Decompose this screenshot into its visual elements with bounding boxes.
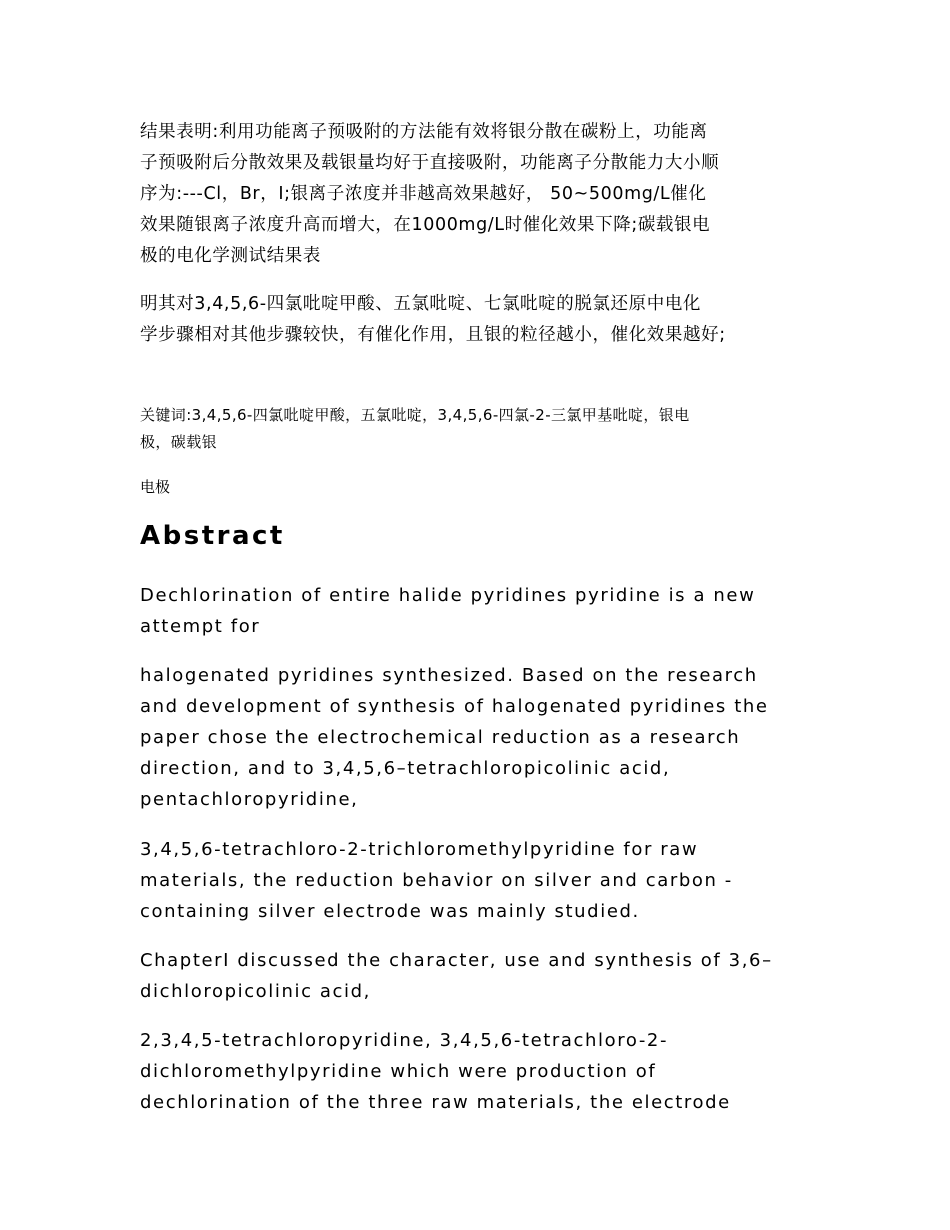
text-line: 关键词:3,4,5,6-四氯吡啶甲酸，五氯吡啶，3,4,5,6-四氯-2-三氯甲基吡啶，银电: [140, 406, 690, 424]
text-line: paper chose the electrochemical reduction as a research: [140, 727, 741, 748]
abstract-paragraph-2: [140, 660, 830, 815]
text-line: 2,3,4,5-tetrachloropyridine, 3,4,5,6-tetrachloro-2-: [140, 1030, 669, 1051]
keywords-continuation: [140, 474, 170, 501]
text-line: 极的电化学测试结果表: [140, 246, 321, 266]
abstract-heading: Abstract: [140, 521, 285, 551]
results-paragraph: [140, 117, 830, 272]
text-line: attempt for: [140, 616, 261, 637]
abstract-paragraph-4: [140, 945, 830, 1007]
text-line: pentachloropyridine,: [140, 789, 359, 810]
text-line: 3,4,5,6-tetrachloro-2-trichloromethylpyridine for raw: [140, 839, 699, 860]
text-line: 序为:---Cl，Br，I;银离子浓度并非越高效果越好， 50~500mg/L催化: [140, 184, 707, 204]
abstract-paragraph-1: [140, 580, 830, 642]
text-line: 学步骤相对其他步骤较快，有催化作用，且银的粒径越小，催化效果越好;: [140, 325, 726, 345]
keywords-paragraph: [140, 402, 830, 456]
text-line: 结果表明:利用功能离子预吸附的方法能有效将银分散在碳粉上，功能离: [140, 122, 708, 142]
abstract-paragraph-5: [140, 1025, 830, 1118]
abstract-paragraph-3: [140, 834, 830, 927]
text-line: direction, and to 3,4,5,6–tetrachloropicolinic acid,: [140, 758, 671, 779]
text-line: and development of synthesis of halogenated pyridines the: [140, 696, 769, 717]
text-line: materials, the reduction behavior on silver and carbon -: [140, 870, 733, 891]
text-line: containing silver electrode was mainly studied.: [140, 901, 640, 922]
text-line: ChapterI discussed the character, use and synthesis of 3,6–: [140, 950, 773, 971]
text-line: 极，碳载银: [140, 433, 218, 451]
results-continuation-paragraph: [140, 289, 830, 351]
text-line: dechlorination of the three raw materials, the electrode: [140, 1092, 731, 1113]
text-line: halogenated pyridines synthesized. Based on the research: [140, 665, 758, 686]
text-line: 电极: [140, 478, 171, 496]
text-line: 子预吸附后分散效果及载银量均好于直接吸附，功能离子分散能力大小顺: [140, 153, 720, 173]
text-line: Dechlorination of entire halide pyridines pyridine is a new: [140, 585, 756, 606]
text-line: dichloropicolinic acid,: [140, 981, 372, 1002]
text-line: dichloromethylpyridine which were production of: [140, 1061, 657, 1082]
text-line: 明其对3,4,5,6-四氯吡啶甲酸、五氯吡啶、七氯吡啶的脱氯还原中电化: [140, 294, 702, 314]
text-line: 效果随银离子浓度升高而增大，在1000mg/L时催化效果下降;碳载银电: [140, 215, 711, 235]
